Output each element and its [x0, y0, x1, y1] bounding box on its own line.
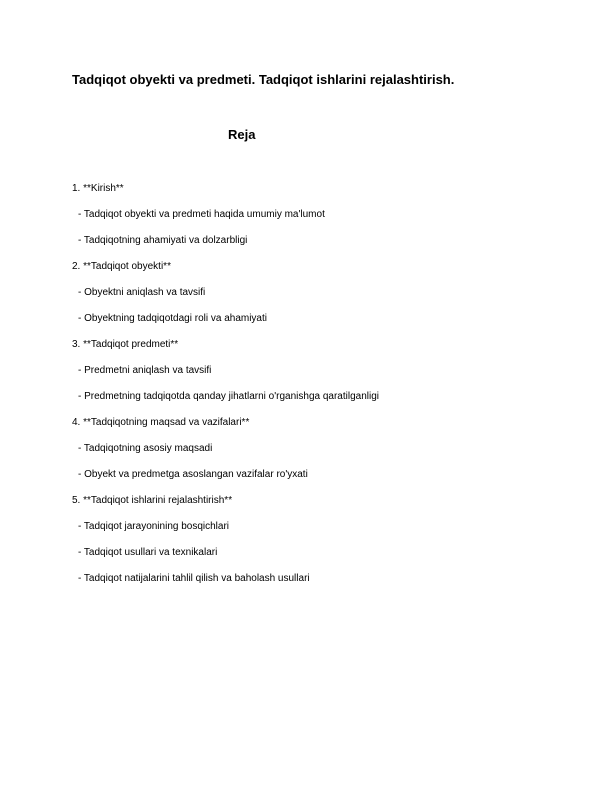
outline-subitem: - Obyekt va predmetga asoslangan vazifalar ro'yxati: [78, 469, 308, 480]
outline-subitem: - Tadqiqot usullari va texnikalari: [78, 547, 218, 558]
outline-subitem: - Tadqiqot natijalarini tahlil qilish va baholash usullari: [78, 573, 310, 584]
outline-item-1: 1. **Kirish**: [72, 183, 124, 194]
outline-subitem: - Tadqiqot obyekti va predmeti haqida umumiy ma'lumot: [78, 209, 325, 220]
outline-subitem: - Tadqiqotning asosiy maqsadi: [78, 443, 213, 454]
outline-subitem: - Obyektni aniqlash va tavsifi: [78, 287, 206, 298]
outline-subitem: - Obyektning tadqiqotdagi roli va ahamiyati: [78, 313, 267, 324]
outline-subitem: - Tadqiqot jarayonining bosqichlari: [78, 521, 230, 532]
outline-item-5: 5. **Tadqiqot ishlarini rejalashtirish**: [72, 495, 233, 506]
outline-item-2: 2. **Tadqiqot obyekti**: [72, 261, 171, 272]
plan-heading: Reja: [228, 127, 256, 142]
document-title: Tadqiqot obyekti va predmeti. Tadqiqot ishlarini rejalashtirish.: [72, 72, 455, 87]
outline-subitem: - Predmetning tadqiqotda qanday jihatlarni o'rganishga qaratilganligi: [78, 391, 379, 402]
outline-subitem: - Tadqiqotning ahamiyati va dolzarbligi: [78, 235, 248, 246]
outline-item-4: 4. **Tadqiqotning maqsad va vazifalari**: [72, 417, 250, 428]
outline-item-3: 3. **Tadqiqot predmeti**: [72, 339, 179, 350]
outline-subitem: - Predmetni aniqlash va tavsifi: [78, 365, 212, 376]
plan-outline: [72, 182, 552, 598]
